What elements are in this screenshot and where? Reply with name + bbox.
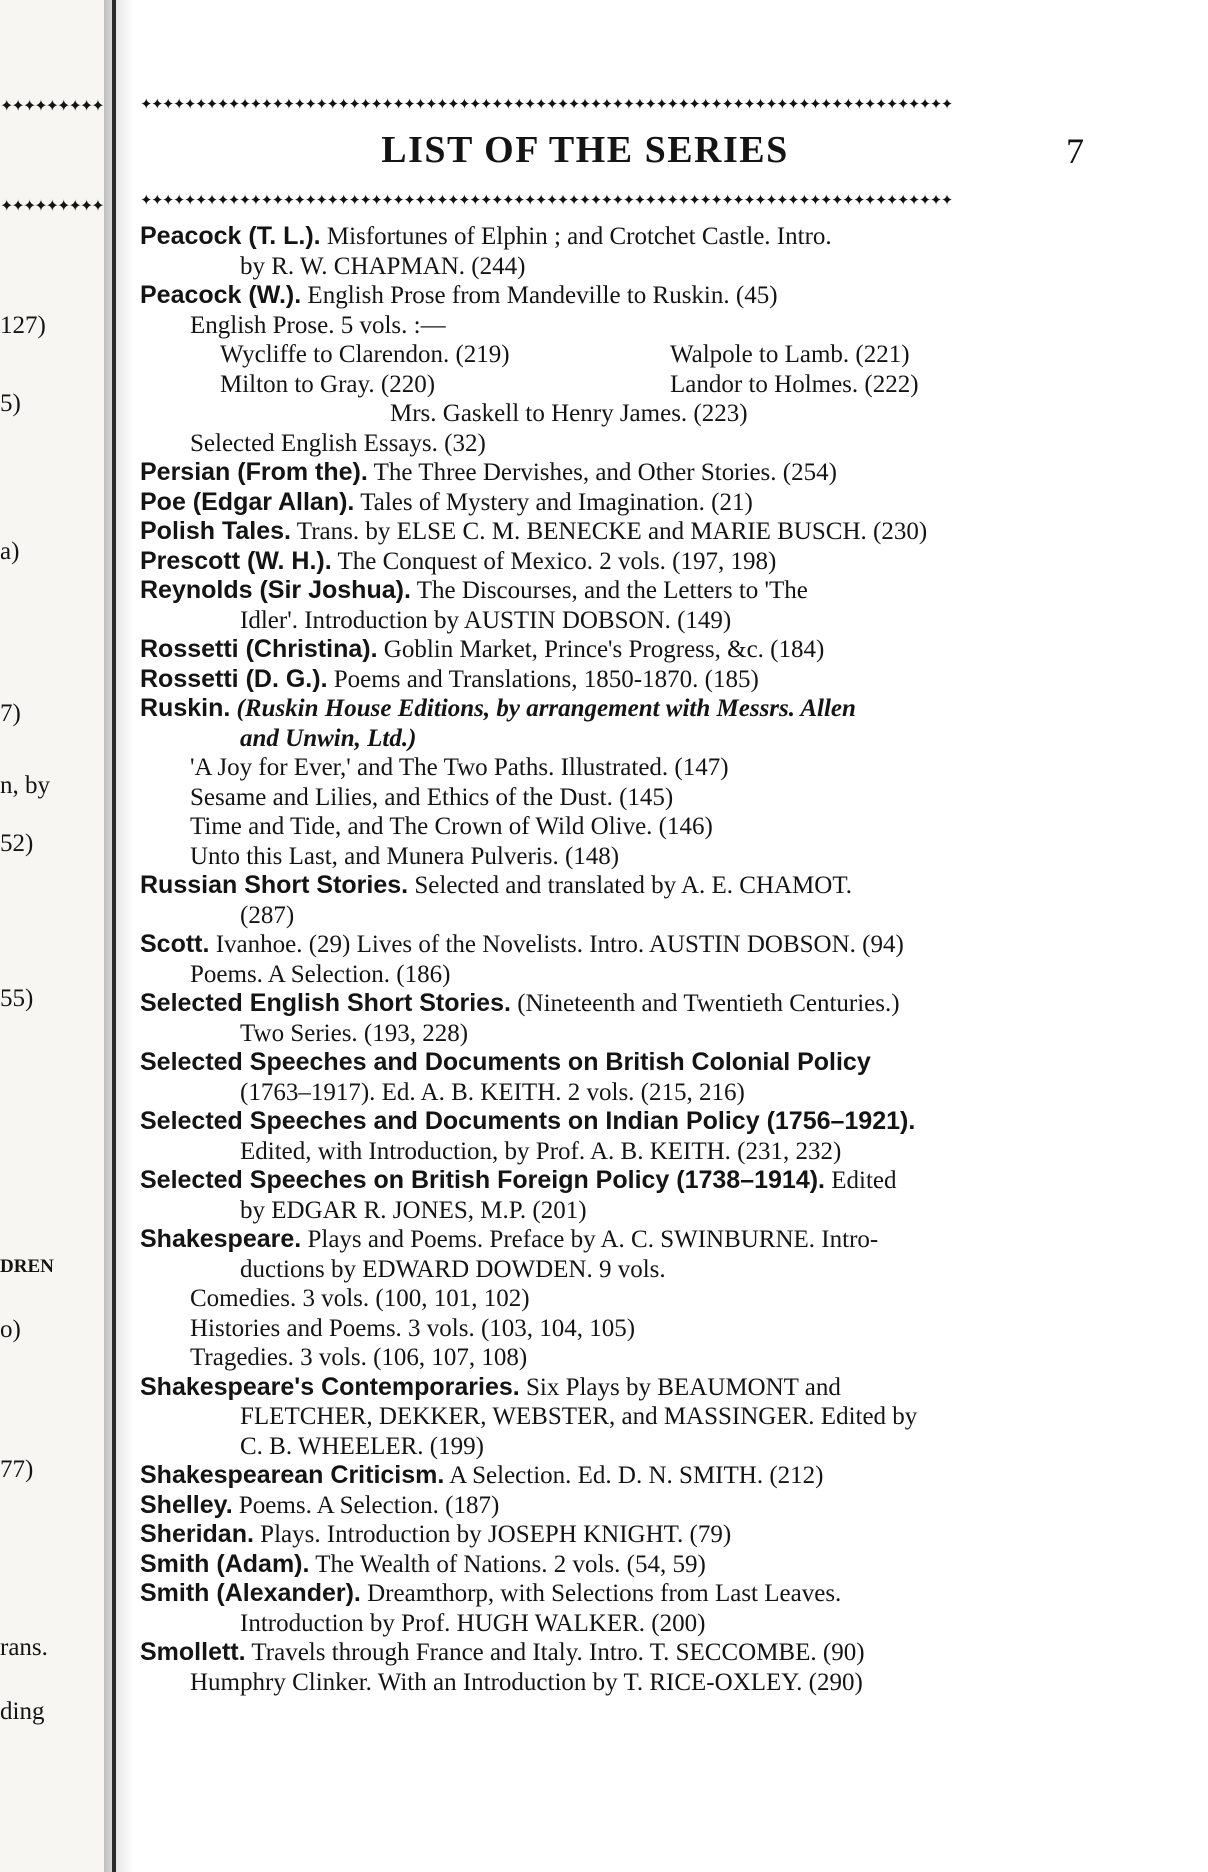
facing-page-fragment: rans.	[0, 1634, 48, 1661]
list-entry	[140, 665, 1090, 695]
list-entry	[140, 1579, 1090, 1638]
entry-text: Selected and translated by A. E. CHAMOT.	[414, 872, 853, 899]
facing-page-fragment: 77)	[0, 1456, 34, 1483]
entry-text: Edited	[831, 1167, 897, 1194]
entry-text: Ivanhoe. (29) Lives of the Novelists. Intro. AUSTIN DOBSON. (94)	[215, 931, 904, 958]
entry-subline: Time and Tide, and The Crown of Wild Olive. (146)	[190, 813, 713, 840]
list-entry	[140, 871, 1090, 930]
entry-subline: Humphry Clinker. With an Introduction by T. RICE-OXLEY. (290)	[190, 1668, 863, 1696]
entry-text: Plays and Poems. Preface by A. C. SWINBURNE. Intro-	[307, 1226, 879, 1253]
facing-page-ornament: ✦✦✦✦✦✦✦✦✦	[0, 198, 103, 215]
list-entry	[140, 458, 1090, 488]
entry-text: Travels through France and Italy. Intro. T. SECCOMBE. (90)	[251, 1639, 865, 1666]
entry-text: FLETCHER, DEKKER, WEBSTER, and MASSINGER. Edited by	[240, 1403, 918, 1430]
entry-text: by R. W. CHAPMAN. (244)	[240, 252, 526, 280]
entry-subline: Histories and Poems. 3 vols. (103, 104, 105)	[190, 1314, 636, 1342]
list-entry	[140, 222, 1090, 281]
entry-text: Six Plays by BEAUMONT and	[525, 1373, 841, 1401]
list-entry	[140, 1638, 1090, 1697]
book-gutter-line	[112, 0, 116, 1872]
entry-text: (Nineteenth and Twentieth Centuries.)	[517, 990, 900, 1017]
list-entry	[140, 1107, 1090, 1166]
facing-page-fragment: a)	[0, 538, 20, 565]
entry-text: English Prose from Mandeville to Ruskin. (45)	[307, 282, 778, 309]
entry-name: Prescott (W. H.).	[140, 546, 332, 575]
entry-subline: Tragedies. 3 vols. (106, 107, 108)	[190, 1344, 528, 1371]
entry-text: A Selection. Ed. D. N. SMITH. (212)	[449, 1462, 824, 1489]
list-entry	[140, 281, 1090, 458]
entry-name: Persian (From the).	[140, 458, 368, 486]
entry-subline: Walpole to Lamb. (221)	[670, 341, 910, 368]
entry-text: Edited, with Introduction, by Prof. A. B. KEITH. (231, 232)	[240, 1137, 842, 1165]
list-entry	[140, 488, 1090, 518]
entry-text: Idler'. Introduction by AUSTIN DOBSON. (149)	[240, 606, 732, 634]
entry-name: Shakespeare.	[140, 1225, 302, 1253]
entry-name: Selected Speeches on British Foreign Policy (1738–1914).	[140, 1166, 825, 1194]
entry-name: Selected English Short Stories.	[140, 989, 511, 1017]
entry-subline: Unto this Last, and Munera Pulveris. (148)	[190, 842, 620, 870]
entry-text: Two Series. (193, 228)	[240, 1019, 469, 1047]
entry-name: Rossetti (D. G.).	[140, 664, 328, 693]
facing-page-fragment: DREN	[0, 1256, 54, 1277]
list-entry	[140, 1166, 1090, 1225]
list-entry	[140, 517, 1090, 547]
top-ornament-rule: ✦✦✦✦✦✦✦✦✦✦✦✦✦✦✦✦✦✦✦✦✦✦✦✦✦✦✦✦✦✦✦✦✦✦✦✦✦✦✦✦✦✦✦✦✦✦✦✦✦✦✦✦✦✦✦✦✦✦✦✦✦✦✦✦✦✦✦✦✦✦✦✦✦✦	[140, 97, 952, 113]
entry-name: Smollett.	[140, 1638, 246, 1666]
facing-page-fragment: 127)	[0, 312, 46, 339]
page-title: LIST OF THE SERIES	[381, 129, 789, 171]
entry-name: Reynolds (Sir Joshua).	[140, 576, 411, 604]
facing-page-fragment: n, by	[0, 772, 50, 799]
entry-text: Misfortunes of Elphin ; and Crotchet Castle. Intro.	[326, 223, 832, 250]
entry-subline: Selected English Essays. (32)	[190, 429, 486, 457]
list-entry	[140, 930, 1090, 989]
entry-subline: Sesame and Lilies, and Ethics of the Dust. (145)	[190, 783, 674, 811]
entry-text: The Three Dervishes, and Other Stories. (254)	[373, 459, 837, 486]
list-entry	[140, 1461, 1090, 1491]
entry-text: Poems and Translations, 1850-1870. (185)	[333, 665, 759, 693]
list-entry	[140, 1373, 1090, 1462]
entry-text: The Conquest of Mexico. 2 vols. (197, 198)	[337, 547, 777, 575]
entry-name: Poe (Edgar Allan).	[140, 487, 355, 516]
entry-text: Introduction by Prof. HUGH WALKER. (200)	[240, 1609, 706, 1637]
list-entry	[140, 989, 1090, 1048]
entry-name: Shakespeare's Contemporaries.	[140, 1372, 520, 1401]
entry-subline: 'A Joy for Ever,' and The Two Paths. Illustrated. (147)	[190, 754, 729, 781]
bottom-ornament-rule: ✦✦✦✦✦✦✦✦✦✦✦✦✦✦✦✦✦✦✦✦✦✦✦✦✦✦✦✦✦✦✦✦✦✦✦✦✦✦✦✦✦✦✦✦✦✦✦✦✦✦✦✦✦✦✦✦✦✦✦✦✦✦✦✦✦✦✦✦✦✦✦✦✦✦	[140, 193, 952, 209]
facing-page-fragment: 5)	[0, 390, 21, 417]
entry-name: Selected Speeches and Documents on British Colonial Policy	[140, 1048, 871, 1076]
entry-name: Peacock (T. L.).	[140, 222, 321, 250]
entry-text: Dreamthorp, with Selections from Last Leaves.	[367, 1580, 842, 1607]
entry-subline: Comedies. 3 vols. (100, 101, 102)	[190, 1285, 530, 1312]
entry-text: Tales of Mystery and Imagination. (21)	[360, 488, 753, 516]
entry-text: (287)	[240, 901, 295, 929]
facing-page-fragment: ding	[0, 1698, 45, 1725]
series-list	[140, 222, 1090, 1697]
entry-name: Shelley.	[140, 1490, 233, 1519]
page-number: 7	[1066, 131, 1084, 171]
entry-text: Poems. A Selection. (187)	[238, 1491, 500, 1519]
book-page	[140, 96, 1090, 1697]
entry-subline: Milton to Gray. (220)	[220, 370, 436, 398]
entry-subline: Landor to Holmes. (222)	[670, 370, 919, 398]
list-entry	[140, 1048, 1090, 1107]
entry-name: Sheridan.	[140, 1520, 254, 1548]
entry-text: and Unwin, Ltd.)	[240, 724, 417, 752]
entry-name: Scott.	[140, 930, 210, 958]
entry-name: Smith (Adam).	[140, 1549, 310, 1578]
entry-subline: Mrs. Gaskell to Henry James. (223)	[390, 400, 748, 427]
list-entry	[140, 1225, 1090, 1373]
facing-page-fragment: 55)	[0, 985, 34, 1012]
page-header	[140, 116, 1090, 190]
entry-text: Plays. Introduction by JOSEPH KNIGHT. (79)	[260, 1521, 732, 1548]
list-entry	[140, 576, 1090, 635]
entry-name: Russian Short Stories.	[140, 871, 409, 899]
entry-text: ductions by EDWARD DOWDEN. 9 vols.	[240, 1255, 666, 1283]
entry-name: Ruskin.	[140, 694, 231, 722]
facing-page-edge	[0, 0, 112, 1872]
entry-name: Rossetti (Christina).	[140, 635, 378, 663]
list-entry	[140, 1491, 1090, 1521]
entry-name: Smith (Alexander).	[140, 1579, 361, 1607]
entry-name: Peacock (W.).	[140, 281, 302, 309]
list-entry	[140, 1550, 1090, 1580]
entry-name: Shakespearean Criticism.	[140, 1461, 445, 1489]
entry-text: by EDGAR R. JONES, M.P. (201)	[240, 1196, 587, 1224]
entry-text: (Ruskin House Editions, by arrangement with Messrs. Allen	[236, 695, 856, 722]
entry-text: The Discourses, and the Letters to 'The	[416, 577, 808, 604]
entry-subline: Wycliffe to Clarendon. (219)	[220, 341, 510, 368]
entry-text: The Wealth of Nations. 2 vols. (54, 59)	[315, 1550, 706, 1578]
list-entry	[140, 694, 1090, 871]
facing-page-fragment: 7)	[0, 700, 21, 727]
facing-page-fragment: o)	[0, 1316, 21, 1343]
facing-page-fragment: 52)	[0, 830, 34, 857]
list-entry	[140, 635, 1090, 665]
entry-subline: Poems. A Selection. (186)	[190, 960, 451, 988]
entry-text: Goblin Market, Prince's Progress, &c. (184)	[383, 636, 825, 663]
facing-page-ornament: ✦✦✦✦✦✦✦✦✦	[0, 98, 103, 115]
entry-name: Selected Speeches and Documents on Indian Policy (1756–1921).	[140, 1107, 916, 1135]
entry-text: Trans. by ELSE C. M. BENECKE and MARIE BUSCH. (230)	[296, 518, 928, 545]
list-entry	[140, 547, 1090, 577]
entry-text: C. B. WHEELER. (199)	[240, 1432, 484, 1460]
entry-name: Polish Tales.	[140, 517, 291, 545]
entry-text: (1763–1917). Ed. A. B. KEITH. 2 vols. (215, 216)	[240, 1078, 745, 1106]
entry-subline: English Prose. 5 vols. :—	[190, 311, 446, 339]
list-entry	[140, 1520, 1090, 1550]
book-gutter-shadow	[104, 0, 134, 1872]
